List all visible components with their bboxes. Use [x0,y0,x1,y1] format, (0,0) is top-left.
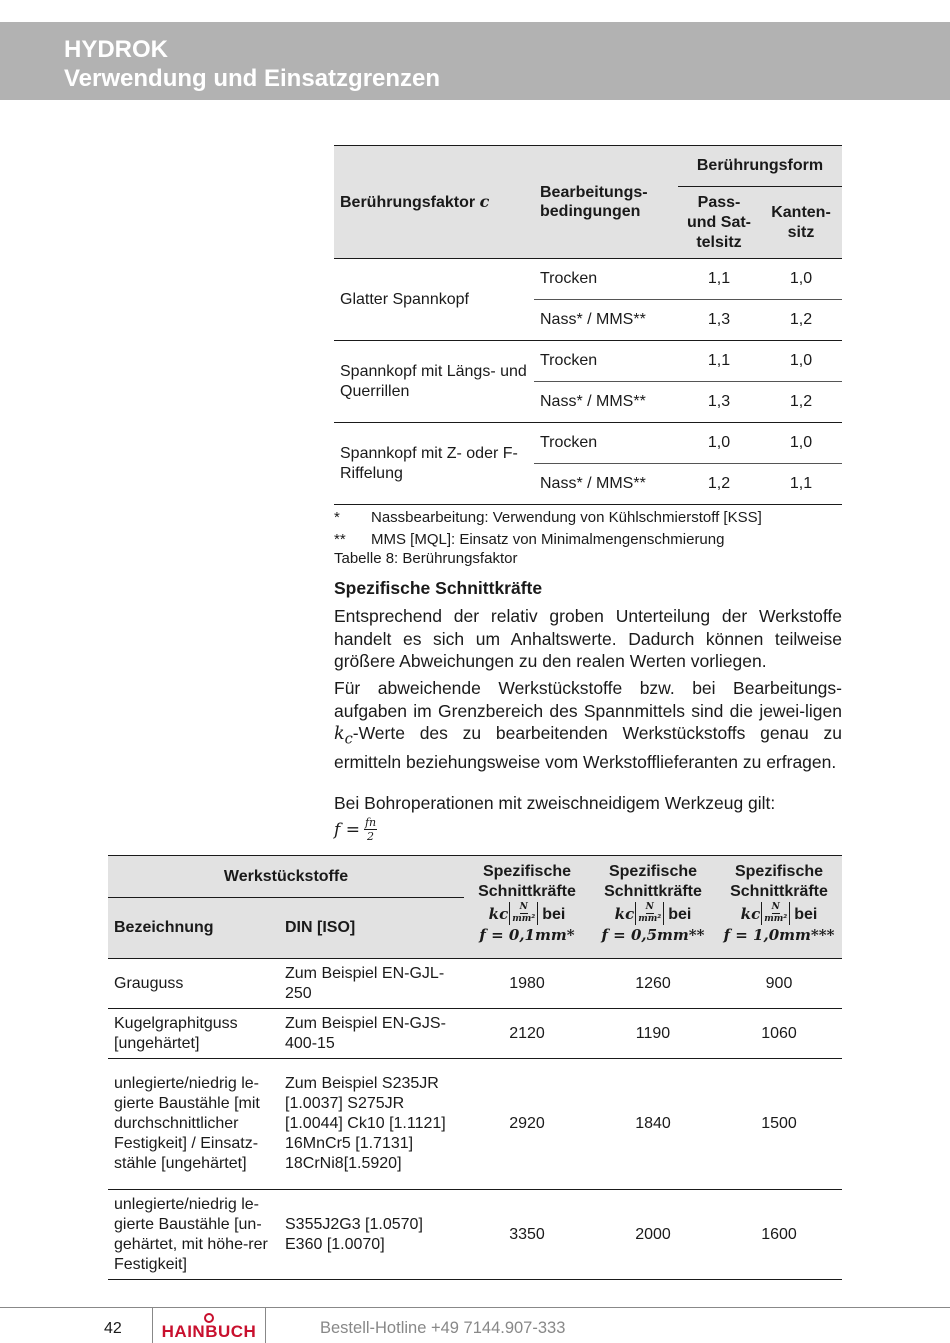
col-materials: Werkstückstoffe [108,856,464,898]
table-row [334,423,842,464]
kc-value: 1190 [590,1009,716,1059]
page-number: 42 [104,1320,122,1337]
kc-value: 2920 [464,1059,590,1190]
condition: Trocken [534,423,678,464]
col-spec-2: Spezifische Schnittkräfte kc N mm² bei f = 0,5mm** [590,856,716,959]
logo-text: HAINBUCH [161,1321,257,1341]
hainbuch-logo [152,1308,266,1343]
col-designation: Bezeichnung [108,898,279,959]
header-product: HYDROK [64,36,169,63]
note-mark: ** [334,531,346,548]
value-edge: 1,0 [760,423,842,464]
table-row [108,1059,842,1190]
material-name: unlegierte/niedrig le-gierte Baustähle [mit durchschnittlicher Festigkeit] / Einsatz-stähle [ungehärtet] [108,1059,279,1190]
fraction: $\frac{fn}{2}$ [364,816,377,843]
contact-factor-table [334,145,842,505]
group-name: Spannkopf mit Längs- und Querrillen [334,341,534,423]
table-row [334,341,842,382]
condition: Trocken [534,341,678,382]
logo-ring-icon [204,1313,214,1323]
kc-value: 1500 [716,1059,842,1190]
condition: Nass* / MMS** [534,464,678,505]
group-name: Spannkopf mit Z- oder F-Riffelung [334,423,534,505]
cutting-force-table [108,855,842,1280]
kc-symbol: $k_c$ [334,724,353,748]
table-caption: Tabelle 8: Berührungsfaktor [334,550,518,567]
col-contact-factor: Berührungsfaktor c [334,146,534,259]
condition: Trocken [534,259,678,300]
table-row [108,1009,842,1059]
material-name: unlegierte/niedrig le-gierte Baustähle [un-gehärtet, mit höhe-rer Festigkeit] [108,1190,279,1280]
kc-value: 1600 [716,1190,842,1280]
table-row [108,959,842,1009]
col-spec-1: Spezifische Schnittkräfte kc N mm² bei f = 0,1mm* [464,856,590,959]
material-din: Zum Beispiel S235JR [1.0037] S275JR [1.0044] Ck10 [1.1121] 16MnCr5 [1.7131] 18CrNi8[1.5920] [279,1059,464,1190]
condition: Nass* / MMS** [534,382,678,423]
value-fit: 1,2 [678,464,760,505]
material-din: Zum Beispiel EN-GJS-400-15 [279,1009,464,1059]
feed-formula: f = $\frac{fn}{2}$ [334,816,377,843]
note-text: MMS [MQL]: Einsatz von Minimalmengenschmierung [371,531,725,548]
material-name: Kugelgraphitguss [ungehärtet] [108,1009,279,1059]
material-name: Grauguss [108,959,279,1009]
note-text: Nassbearbeitung: Verwendung von Kühlschmierstoff [KSS] [371,509,762,526]
note-mark: * [334,509,340,526]
group-name: Glatter Spannkopf [334,259,534,341]
value-fit: 1,3 [678,382,760,423]
kc-value: 1060 [716,1009,842,1059]
kc-value: 2000 [590,1190,716,1280]
kc-value: 3350 [464,1190,590,1280]
value-edge: 1,1 [760,464,842,505]
value-edge: 1,2 [760,382,842,423]
paragraph: Bei Bohroperationen mit zweischneidigem Werkzeug gilt: [334,793,776,813]
page-header [0,22,950,100]
material-din: S355J2G3 [1.0570] E360 [1.0070] [279,1190,464,1280]
value-fit: 1,1 [678,341,760,382]
material-din: Zum Beispiel EN-GJL-250 [279,959,464,1009]
table-row [108,1190,842,1280]
paragraph: Für abweichende Werkstückstoffe bzw. bei Bearbeitungs-aufgaben im Grenzbereich des Spannmittels sind die jewei-ligen $k_c$-Werte des zu bearbeitenden Werkstückstoffs genau zu ermitteln beziehungsweise vom Werkstofflieferanten zu erfragen. [334,678,842,772]
col-spec-3: Spezifische Schnittkräfte kc N mm² bei f = 1,0mm*** [716,856,842,959]
kc-value: 900 [716,959,842,1009]
value-fit: 1,1 [678,259,760,300]
col-fit-seat: Pass- und Sat- telsitz [678,187,760,259]
kc-value: 2120 [464,1009,590,1059]
value-fit: 1,0 [678,423,760,464]
section-title: Spezifische Schnittkräfte [334,578,543,598]
value-edge: 1,0 [760,341,842,382]
value-edge: 1,0 [760,259,842,300]
table-notes [334,507,842,551]
kc-value: 1840 [590,1059,716,1190]
kc-value: 1260 [590,959,716,1009]
condition: Nass* / MMS** [534,300,678,341]
header-chapter: Verwendung und Einsatzgrenzen [64,65,441,92]
table-row [334,259,842,300]
kc-value: 1980 [464,959,590,1009]
col-edge-seat: Kanten- sitz [760,187,842,259]
page-footer [0,1307,950,1343]
value-fit: 1,3 [678,300,760,341]
col-contact-form: Berührungsform [678,146,842,187]
value-edge: 1,2 [760,300,842,341]
col-din: DIN [ISO] [279,898,464,959]
col-conditions: Bearbeitungs- bedingungen [534,146,678,259]
order-hotline: Bestell-Hotline +49 7144.907-333 [320,1319,566,1337]
paragraph: Entsprechend der relativ groben Unterteilung der Werkstoffe handelt es sich um Anhaltswerte. Dadurch können teilweise größere Abweichungen zu den realen Werten vorliegen. [334,606,842,671]
